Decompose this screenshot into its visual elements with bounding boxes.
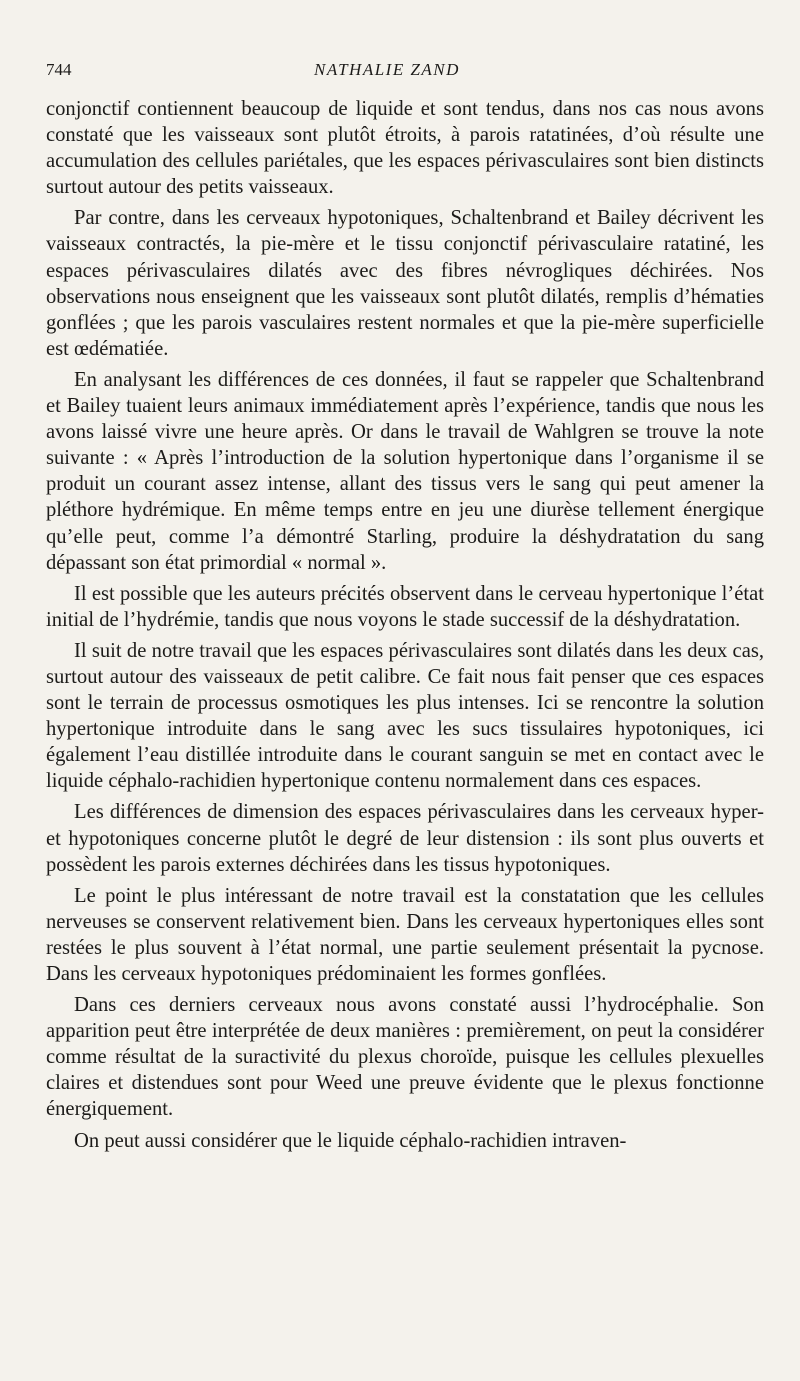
paragraph-3: En analysant les différences de ces données, il faut se rappeler que Schaltenbrand et Bailey tuaient leurs animaux immédiatement après l’expérience, tandis que nous les avons laissé vivre une heure après. Or dans le travail de Wahlgren se trouve la note suivante : « Après l’introduction de la solution hypertonique dans l’organisme il se produit un courant assez intense, allant des tissus vers le sang qui peut amener la pléthore hydrémique. En même temps entre en jeu une diurèse tellement énergique qu’elle peut, comme l’a démontré Starling, produire la déshydratation du sang dépassant son état primordial « normal ». <box>46 368 764 574</box>
paragraph-7: Le point le plus intéressant de notre travail est la constatation que les cellules nerveuses se conservent relativement bien. Dans les cerveaux hypertoniques elles sont restées le plus souvent à l’état normal, une partie seulement présentait la pycnose. Dans les cerveaux hypotoniques prédominaient les formes gonflées. <box>46 884 764 985</box>
paragraph-8: Dans ces derniers cerveaux nous avons constaté aussi l’hydrocéphalie. Son apparition peut être interprétée de deux manières : premièrement, on peut la considérer comme résultat de la suractivité du plexus choroïde, puisque les cellules plexuelles claires et distendues sont pour Weed une preuve évidente que le plexus fonctionne énergiquement. <box>46 994 764 1121</box>
page-header <box>46 60 766 84</box>
paragraph-2: Par contre, dans les cerveaux hypotoniques, Schaltenbrand et Bailey décrivent les vaisseaux contractés, la pie-mère et le tissu conjonctif périvasculaire ratatiné, les espaces périvasculaires dilatés avec des fibres névrogliques déchirées. Nos observations nous enseignent que les vaisseaux sont plutôt dilatés, remplis d’hématies gonflées ; que les parois vasculaires restent normales et que la pie-mère superficielle est œdématiée. <box>46 207 764 360</box>
paragraph-6: Les différences de dimension des espaces périvasculaires dans les cerveaux hyper- et hypotoniques concerne plutôt le degré de leur distension : ils sont plus ouverts et possèdent les parois externes déchirées dans les tissus hypotoniques. <box>46 801 764 876</box>
running-title: NATHALIE ZAND <box>314 60 460 79</box>
paragraph-9: On peut aussi considérer que le liquide céphalo-rachidien intraven- <box>74 1129 627 1152</box>
paragraph-5: Il suit de notre travail que les espaces périvasculaires sont dilatés dans les deux cas, surtout autour des vaisseaux de petit calibre. Ce fait nous fait penser que ces espaces sont le terrain de processus osmotiques les plus intenses. Ici se rencontre la solution hypertonique introduite dans le sang avec les sucs tissulaires hypotoniques, ici également l’eau distillée introduite dans le courant sanguin se met en contact avec le liquide céphalo-rachidien hypertonique contenu normalement dans ces espaces. <box>46 639 764 793</box>
paragraph-4: Il est possible que les auteurs précités observent dans le cerveau hypertonique l’état initial de l’hydrémie, tandis que nous voyons le stade successif de la déshydratation. <box>46 582 764 631</box>
paragraph-1: conjonctif contiennent beaucoup de liquide et sont tendus, dans nos cas nous avons constaté que les vaisseaux sont plutôt étroits, à parois ratatinées, d’où résulte une accumulation des cellules pariétales, que les espaces périvasculaires sont bien distincts surtout autour des petits vaisseaux. <box>46 98 764 199</box>
page-number: 744 <box>46 60 72 79</box>
body-text <box>46 96 764 1154</box>
